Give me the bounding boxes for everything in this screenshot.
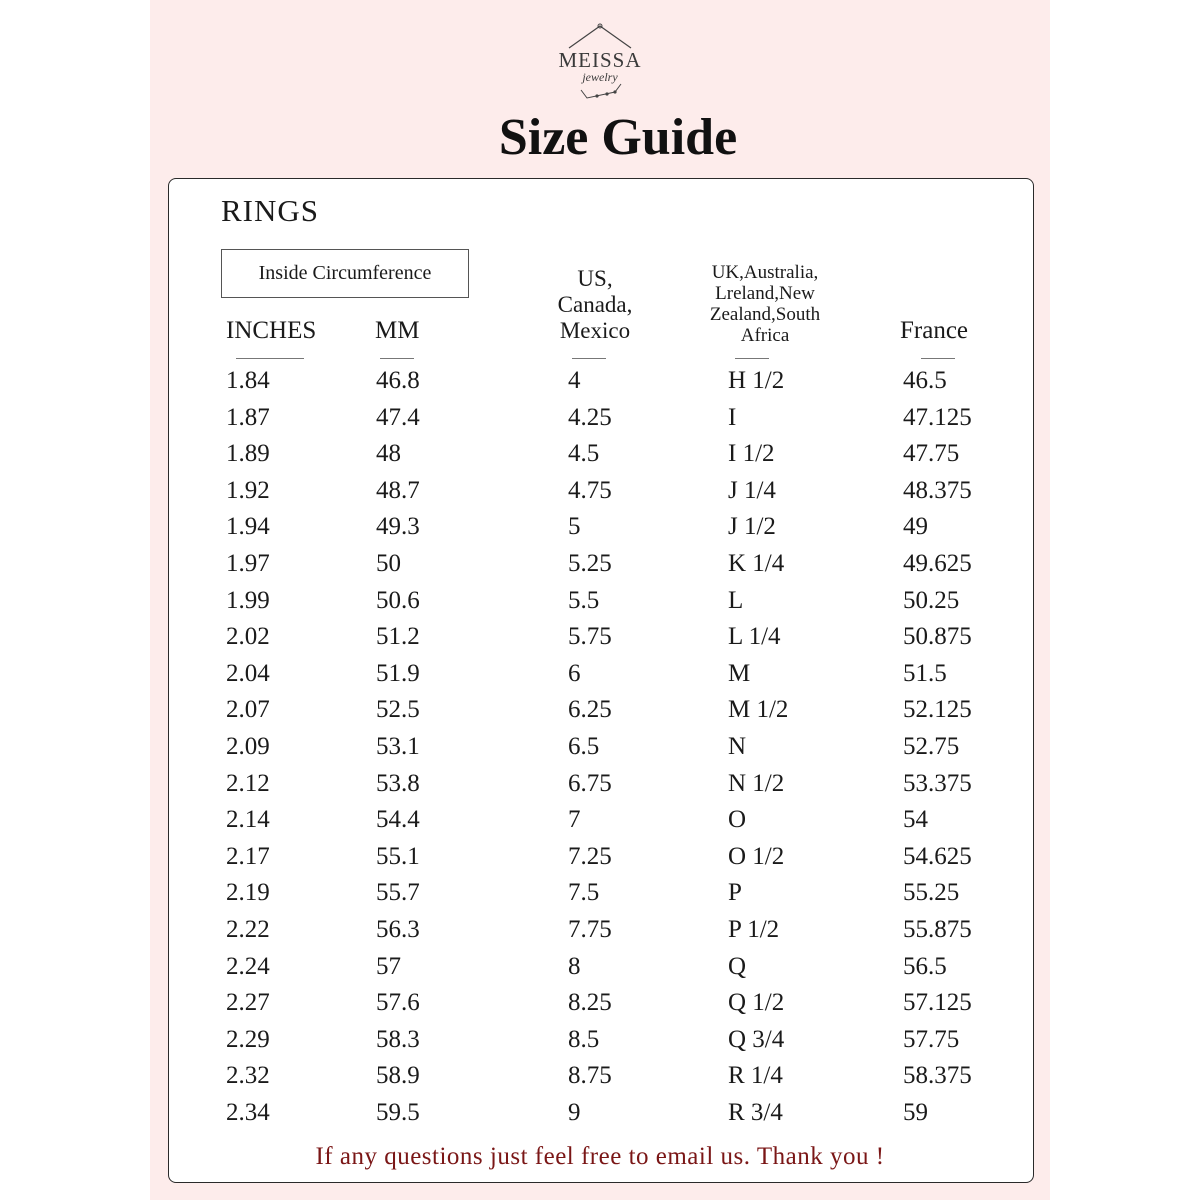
- cell-france: 59: [903, 1099, 928, 1126]
- cell-mm: 53.8: [376, 769, 420, 797]
- cell-uk: N: [728, 733, 747, 760]
- table-row: [0, 806, 1200, 840]
- cell-us: 4: [568, 367, 581, 394]
- cell-france: 57.125: [903, 989, 972, 1017]
- cell-inches: 2.32: [226, 1062, 270, 1090]
- header-underline-inches: [236, 358, 304, 359]
- cell-inches: 2.09: [226, 733, 270, 760]
- column-header-us: [545, 266, 645, 344]
- cell-us: 7.5: [568, 879, 600, 907]
- footer-note: If any questions just feel free to email us. Thank you !: [315, 1143, 885, 1170]
- cell-us: 8: [568, 952, 581, 980]
- cell-mm: 46.8: [376, 367, 420, 394]
- cell-inches: 1.94: [226, 513, 270, 541]
- column-header-uk-line: UK,Australia,: [711, 262, 819, 283]
- table-row: [0, 404, 1200, 438]
- cell-us: 5.25: [568, 550, 612, 577]
- cell-uk: O: [728, 806, 747, 834]
- table-row: [0, 367, 1200, 401]
- cell-us: 5: [568, 513, 581, 541]
- column-header-france: France: [900, 317, 969, 344]
- cell-france: 55.875: [903, 916, 972, 943]
- header-underline-france: [921, 358, 955, 359]
- column-header-mm: MM: [375, 317, 420, 344]
- cell-uk: M 1/2: [728, 696, 789, 724]
- cell-uk: R 3/4: [728, 1099, 783, 1126]
- column-header-us-line: Canada,: [557, 292, 633, 317]
- cell-uk: J 1/4: [728, 476, 776, 504]
- cell-inches: 2.07: [226, 696, 270, 724]
- cell-uk: H 1/2: [728, 367, 785, 394]
- table-row: [0, 587, 1200, 621]
- cell-mm: 48: [376, 440, 401, 468]
- cell-uk: N 1/2: [728, 769, 785, 797]
- section-title: RINGS: [221, 193, 320, 228]
- cell-mm: 53.1: [376, 733, 420, 760]
- cell-france: 52.125: [903, 696, 972, 724]
- cell-france: 58.375: [903, 1062, 972, 1090]
- table-row: [0, 916, 1200, 950]
- cell-mm: 57.6: [376, 989, 420, 1017]
- cell-us: 8.25: [568, 989, 612, 1017]
- group-label: Inside Circumference: [258, 262, 432, 284]
- cell-us: 9: [568, 1099, 581, 1126]
- cell-inches: 2.34: [226, 1099, 270, 1126]
- column-header-uk-line: Lreland,New: [715, 283, 815, 304]
- table-row: [0, 1062, 1200, 1096]
- cell-france: 57.75: [903, 1025, 960, 1053]
- cell-uk: I 1/2: [728, 440, 775, 468]
- brand-name: MEISSA: [558, 48, 642, 72]
- table-row: [0, 623, 1200, 657]
- cell-mm: 58.3: [376, 1025, 420, 1053]
- header-underline-mm: [380, 358, 414, 359]
- cell-inches: 2.14: [226, 806, 270, 834]
- table-row: [0, 550, 1200, 584]
- cell-inches: 2.22: [226, 916, 270, 943]
- cell-france: 50.875: [903, 623, 972, 651]
- cell-mm: 57: [376, 952, 401, 980]
- cell-france: 47.125: [903, 403, 972, 431]
- cell-inches: 2.24: [226, 952, 270, 980]
- cell-uk: L 1/4: [728, 623, 781, 651]
- cell-uk: P 1/2: [728, 916, 780, 943]
- table-row: [0, 696, 1200, 730]
- table-row: [0, 440, 1200, 474]
- cell-inches: 1.97: [226, 550, 270, 577]
- cell-mm: 47.4: [376, 403, 420, 431]
- brand-logo: [545, 22, 655, 104]
- cell-inches: 2.12: [226, 769, 270, 797]
- cell-us: 7.75: [568, 916, 612, 943]
- cell-us: 6.75: [568, 769, 612, 797]
- cell-inches: 2.02: [226, 623, 270, 651]
- cell-us: 4.25: [568, 403, 612, 431]
- column-header-us-line: Mexico: [559, 318, 631, 343]
- cell-inches: 2.04: [226, 659, 270, 687]
- table-row: [0, 1026, 1200, 1060]
- cell-france: 48.375: [903, 476, 972, 504]
- cell-us: 6: [568, 659, 581, 687]
- cell-uk: Q 3/4: [728, 1025, 785, 1053]
- cell-mm: 50.6: [376, 586, 420, 614]
- cell-mm: 51.2: [376, 623, 420, 651]
- table-row: [0, 879, 1200, 913]
- page-title: Size Guide: [498, 109, 738, 166]
- cell-france: 49.625: [903, 550, 972, 577]
- cell-france: 47.75: [903, 440, 960, 468]
- cell-us: 4.75: [568, 476, 612, 504]
- group-label-box: [221, 249, 469, 298]
- table-row: [0, 989, 1200, 1023]
- table-row: [0, 770, 1200, 804]
- cell-uk: I: [728, 403, 737, 431]
- table-row: [0, 953, 1200, 987]
- column-header-inches: INCHES: [226, 317, 317, 344]
- table-row: [0, 1099, 1200, 1133]
- cell-uk: M: [728, 659, 751, 687]
- cell-uk: R 1/4: [728, 1062, 783, 1090]
- cell-uk: L: [728, 586, 744, 614]
- cell-us: 6.5: [568, 733, 600, 760]
- header-underline-us: [572, 358, 606, 359]
- cell-mm: 48.7: [376, 476, 420, 504]
- table-row: [0, 477, 1200, 511]
- cell-us: 7: [568, 806, 581, 834]
- cell-uk: O 1/2: [728, 842, 785, 870]
- table-row: [0, 660, 1200, 694]
- cell-inches: 2.29: [226, 1025, 270, 1053]
- column-header-uk: [694, 262, 836, 346]
- cell-france: 55.25: [903, 879, 960, 907]
- cell-france: 53.375: [903, 769, 972, 797]
- cell-france: 51.5: [903, 659, 947, 687]
- cell-us: 5.5: [568, 586, 600, 614]
- cell-france: 46.5: [903, 367, 947, 394]
- cell-us: 5.75: [568, 623, 612, 651]
- cell-france: 54.625: [903, 842, 972, 870]
- cell-uk: K 1/4: [728, 550, 785, 577]
- cell-us: 6.25: [568, 696, 612, 724]
- cell-inches: 1.87: [226, 403, 270, 431]
- cell-inches: 1.89: [226, 440, 270, 468]
- column-header-uk-line: Africa: [740, 325, 790, 346]
- cell-us: 8.75: [568, 1062, 612, 1090]
- cell-france: 50.25: [903, 586, 960, 614]
- cell-mm: 51.9: [376, 659, 420, 687]
- cell-mm: 56.3: [376, 916, 420, 943]
- cell-inches: 1.99: [226, 586, 270, 614]
- cell-mm: 58.9: [376, 1062, 420, 1090]
- cell-mm: 54.4: [376, 806, 420, 834]
- cell-inches: 2.27: [226, 989, 270, 1017]
- cell-us: 4.5: [568, 440, 600, 468]
- cell-france: 56.5: [903, 952, 947, 980]
- cell-france: 54: [903, 806, 928, 834]
- cell-mm: 49.3: [376, 513, 420, 541]
- cell-inches: 2.17: [226, 842, 270, 870]
- cell-inches: 1.84: [226, 367, 270, 394]
- table-row: [0, 843, 1200, 877]
- cell-mm: 50: [376, 550, 401, 577]
- column-header-us-line: US,: [577, 266, 613, 291]
- cell-us: 7.25: [568, 842, 612, 870]
- cell-inches: 2.19: [226, 879, 270, 907]
- brand-tagline: jewelry: [582, 70, 618, 84]
- cell-uk: J 1/2: [728, 513, 776, 541]
- cell-uk: P: [728, 879, 742, 907]
- cell-mm: 59.5: [376, 1099, 420, 1126]
- header-underline-uk: [735, 358, 769, 359]
- cell-mm: 52.5: [376, 696, 420, 724]
- cell-uk: Q 1/2: [728, 989, 785, 1017]
- cell-mm: 55.1: [376, 842, 420, 870]
- cell-inches: 1.92: [226, 476, 270, 504]
- cell-france: 49: [903, 513, 928, 541]
- column-header-uk-line: Zealand,South: [709, 304, 821, 325]
- cell-france: 52.75: [903, 733, 960, 760]
- cell-uk: Q: [728, 952, 747, 980]
- table-row: [0, 513, 1200, 547]
- cell-us: 8.5: [568, 1025, 600, 1053]
- cell-mm: 55.7: [376, 879, 420, 907]
- table-row: [0, 733, 1200, 767]
